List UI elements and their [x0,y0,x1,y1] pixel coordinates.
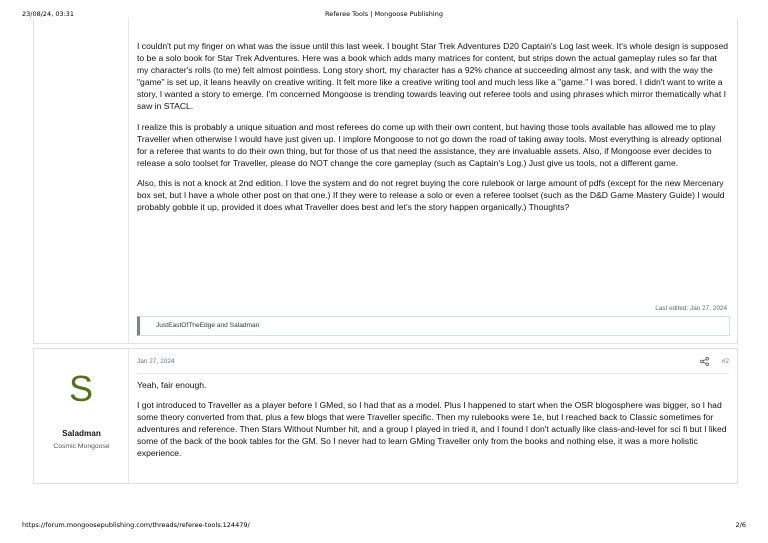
reactions-bar[interactable] [137,316,730,336]
post-2 [33,348,738,484]
post-2-body [137,379,729,468]
post-1-paragraph-3: Also, this is not a knock at 2nd edition. I love the system and do not regret buying the core rulebook or large amount of pdfs (except for the new Mercenary box set, but I have a whole other post on that one.) If they were to release a solo or even a referee toolset (such as the D&D Game Mastery Guide) I would probably gobble it up, provided it does what Traveller does best and let's the story happen organically.) Thoughts? [137,177,725,213]
avatar[interactable]: S [68,368,93,409]
reactions-users[interactable]: JustEastOfTheEdge and Saladman [156,322,260,329]
print-page-title: Referee Tools | Mongoose Publishing [325,10,443,18]
post-date[interactable]: Jan 27, 2024 [137,358,175,365]
post-1-paragraph-1: I couldn't put my finger on what was the issue until this last week. I bought Star Trek Adventures D20 Captain's Log last week. It's whole design is supposed to be a solo book for Star Trek Adventures. Here was a book which adds many matrices for content, but strips down the actual gameplay rules so far that my character's rolls (to me) felt almost pointless. Long story short, my character has a 92% chance at succeeding almost any task, and with the way the "game" is set up, it leans heavily on creative writing. It felt more like a creative writing tool and much less like a "game." I was bored. I didn't want to write a story, I wanted a story to emerge. I'm concerned Mongoose is trending towards leaving out referee tools and using phrases which mirror thematically what I saw in STACL. [137,41,729,112]
share-icon[interactable] [700,357,709,366]
post-2-paragraph-1: Yeah, fair enough. [137,380,207,390]
print-url: https://forum.mongoosepublishing.com/threads/referee-tools.124479/ [22,521,250,529]
post-2-meta [137,358,729,370]
post-1 [33,18,738,344]
last-edited: Last edited: Jan 27, 2024 [655,305,727,312]
post-1-user-column [34,18,129,343]
print-page-number: 2/6 [735,521,746,529]
post-1-paragraph-2: I realize this is probably a unique situation and most referees do come up with their own content, but having those tools available has allowed me to play Traveller when otherwise I would have just given up. I implore Mongoose to not go down the road of taking away tools. Most everything is already optional for a referee that wants to do their own thing, but for those of us that need the assistance, they are invaluable assets. Also, if Mongoose ever decides to release a solo toolset for Traveller, please do NOT change the core gameplay (such as Captain's Log.) Just give us tools, not a different game. [137,121,722,168]
meta-divider [137,373,729,374]
post-1-body [137,40,729,221]
post-2-paragraph-2: I got introduced to Traveller as a player before I GMed, so I had that as a model. Plus I happened to start when the OSR blogosphere was bigger, so I had some theory converted from that, plus a few blogs that were Traveller specific. Then my rulebooks were 1e, but I reached back to Classic sometimes for adventures and reference. Then Stars Without Number hit, and a group I played in tried it, and I found I don't actually like class-and-level for sci fi but I liked some of the back of the book tables for the GM. So I never had to learn GMing Traveller only from the books and nothing else, it was a more holistic experience. [137,400,727,459]
user-title: Cosmic Mongoose [53,443,110,450]
post-2-user-column [34,349,129,483]
print-footer [0,521,768,533]
username[interactable]: Saladman [62,429,101,438]
post-number[interactable]: #2 [721,358,729,365]
print-datetime: 23/08/24, 03:31 [22,10,75,18]
